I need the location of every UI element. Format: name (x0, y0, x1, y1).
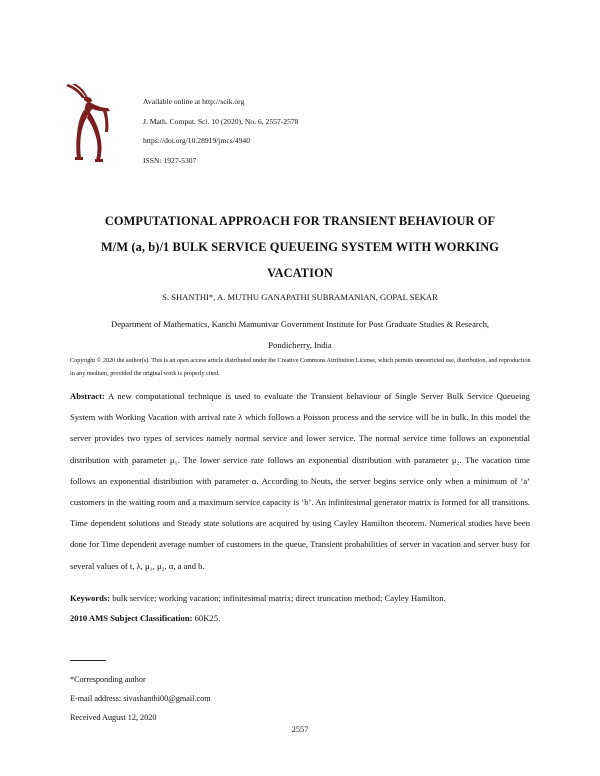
abstract-label: Abstract: (70, 391, 105, 401)
page-number: 2557 (291, 725, 309, 734)
footnote-divider (70, 660, 106, 661)
copyright-notice: Copyright © 2020 the author(s). This is an open access article distributed under the Creative Commons Attribution License, which permits unrestricted use, distribution, and reproduction in any medium, provided the original work is properly cited. (70, 357, 531, 377)
author-affiliation (0, 314, 600, 356)
keywords-label: Keywords: (70, 593, 111, 603)
abstract (70, 386, 530, 577)
ams-text: 60K25. (194, 613, 221, 623)
affiliation-line-1: Department of Mathematics, Kanchi Mamunivar Government Institute for Post Graduate Studies & Research, (110, 319, 490, 329)
journal-availability: Available online at http://scik.org (143, 97, 245, 106)
journal-citation: J. Math. Comput. Sci. 10 (2020), No. 6, 2557-2578 (143, 116, 299, 126)
ams-label: 2010 AMS Subject Classification: (70, 613, 193, 623)
email-address: E-mail address: sivashanthi00@gmail.com (70, 694, 211, 703)
journal-info (143, 92, 298, 170)
footnotes (70, 670, 211, 727)
abstract-text: A new computational technique is used to evaluate the Transient behaviour of Single Server Bulk Service Queueing System with Working Vacation with arrival rate λ which follows a Poisson process and the service will be in bulk. In this model the server provides two types of services namely normal service and lower service. The normal service time follows an exponential distribution with parameter μ₁. The lower service rate follows an exponential distribution with parameter μ₂. The vacation time follows an exponential distribution with parameter α. According to Neuts, the server begins service only when a minimum of ‘a’ customers in the waiting room and a maximum service capacity is ‘b’. An infinitesimal generator matrix is formed for all transitions. Time dependent solutions and Steady state solutions are acquired by using Cayley Hamilton theorem. Numerical studies have been done for Time dependent average number of customers in the queue, Transient probabilities of server in vacation and server busy for several values of t, λ, μ₁, μ₂, α, a and b. (70, 391, 530, 571)
corresponding-author-note: *Corresponding author (70, 675, 146, 684)
title-line-1: COMPUTATIONAL APPROACH FOR TRANSIENT BEHAVIOUR OF (104, 214, 496, 228)
paper-title (60, 208, 540, 286)
keywords-text: bulk service; working vacation; infinitesimal matrix; direct truncation method; Cayley Hamilton. (112, 593, 446, 603)
received-date: Received August 12, 2020 (70, 713, 157, 722)
paper-authors: S. SHANTHI*, A. MUTHU GANAPATHI SUBRAMANIAN, GOPAL SEKAR (162, 292, 438, 302)
journal-issn: ISSN: 1927-5307 (143, 155, 197, 165)
journal-doi[interactable]: https://doi.org/10.28919/jmcs/4940 (143, 136, 251, 145)
keywords (70, 593, 540, 603)
ams-classification (70, 613, 540, 623)
journal-logo-antelope (62, 84, 112, 164)
title-line-2: M/M (a, b)/1 BULK SERVICE QUEUEING SYSTEM WITH WORKING (101, 240, 499, 254)
title-line-3: VACATION (267, 266, 333, 280)
affiliation-line-2: Pondicherry, India (268, 340, 332, 350)
